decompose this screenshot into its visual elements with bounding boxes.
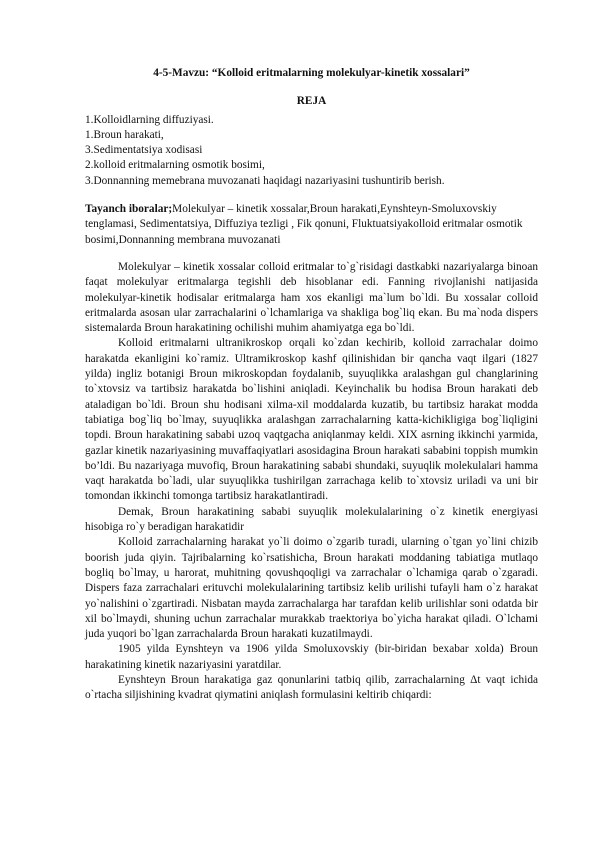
page-title: 4-5-Mavzu: “Kolloid eritmalarning molekulyar-kinetik xossalari”: [153, 67, 470, 79]
plan-list: [85, 113, 538, 189]
paragraph: Kolloid zarrachalarning harakat yo`li doimo o`zgarib turadi, ularning o`tgan yo`lini chizib boorish juda qiyin. Tajribalarning ko`rsatishicha, Broun harakati moddaning tabiatiga mutlaqo bogliq bo`lmay, u harorat, muhitning qovushqoqligi va zarrachalar o`lchamiga qarab o`zgaradi. Dispers faza zarrachalari erituvchi molekulalarining tartibsiz kelib urilishi tufayli ham o`z harakat yo`nalishini o`zgartiradi. Nisbatan mayda zarrachalarga har tarafdan kelib urilishlar soni odatda bir xil bo`lmaydi, shuning uchun zarrachalar murakkab traektoriya bo`yicha harakat qiladi. O`lchami juda yuqori bo`lgan zarrachalarda Broun harakati kuzatilmaydi.: [85, 536, 538, 641]
keywords-text: Molekulyar – kinetik xossalar,Broun harakati,Eynshteyn-Smoluxovskiy tenglamasi, Sedimentatsiya, Diffuziya tezligi , Fik qonuni, Fluktuatsiyakolloid eritmalar osmotik bosimi,Donnanning membrana muvozanati: [85, 203, 523, 246]
document-page: [85, 66, 538, 704]
paragraph: Kolloid eritmalarni ultranikroskop orqali ko`zdan kechirib, kolloid zarrachalar doimo harakatda ekanligini ko`ramiz. Ultramikroskop kashf qilinishidan bir qancha vaqt ilgari (1827 yilda) ingliz botanigi Broun mikroskopdan foydalanib, suyuqlikka aralashgan gul changlarining to`xtovsiz va tartibsiz harakatda bo`lishini aniqladi. Keyinchalik bu hodisa Broun harakati deb ataladigan bo`ldi. Broun shu hodisani xilma-xil moddalarda kuzatib, bu tartibsiz harakat modda tabiatiga bog`liq bo`lmay, suyuqlikka aralashgan zarrachalarning katta-kichikligiga bog`liqligini topdi. Broun harakatining sababi uzoq vaqtgacha aniqlanmay keldi. XIX asrning ikkinchi yarmida, gazlar kinetik nazariyasining muvaffaqiyatlari asosidagina Broun harakati sababini toppish mumkin bo’ldi. Bu nazariyaga muvofiq, Broun harakatining sababi shundaki, suyuqlik molekulalari hamma vaqt harakatda bo`ladi, ular suyuqlikka tushirilgan zarrachaga kelib to`xtovsiz uriladi va uni bir tomondan ikkinchi tomonga tartibsiz harakatlantiradi.: [85, 337, 538, 503]
plan-item: 3.Donnanning memebrana muvozanati haqidagi nazariyasini tushuntirib berish.: [85, 174, 445, 187]
plan-heading: REJA: [296, 95, 327, 108]
paragraph: Molekulyar – kinetik xossalar colloid eritmalar to`g`risidagi dastkabki nazariyalarga binoan faqat molekulyar eritmalarga tegishli deb hisoblanar edi. Fanning rivojlanishi natijasida molekulyar-kinetik hodisalar eritmalarga ham xos ekanligi ma`lum bo`ldi. Bu xossalar colloid eritmalarda asosan ular zarrachalarini o`lchamlariga va shakliga bog`liq ekan. Bu ma`noda dispers sistemalarda Broun harakatining ochilishi muhim ahamiyatga ega bo`ldi.: [85, 260, 538, 335]
paragraph: Eynshteyn Broun harakatiga gaz qonunlarini tatbiq qilib, zarrachalarning Δt vaqt ichida o`rtacha siljishining kvadrat qiymatini aniqlash formulasini keltirib chiqardi:: [85, 673, 538, 702]
paragraph: Demak, Broun harakatining sababi suyuqlik molekulalarining o`z kinetik energiyasi hisobiga ro`y beradigan harakatidir: [85, 505, 538, 534]
keywords-block: [85, 202, 538, 248]
paragraph: 1905 yilda Eynshteyn va 1906 yilda Smoluxovskiy (bir-biridan bexabar xolda) Broun harakatining kinetik nazariyasini yaratdilar.: [85, 643, 538, 671]
plan-item: 1.Broun harakati,: [85, 128, 164, 141]
plan-item: 1.Kolloidlarning diffuziyasi.: [85, 113, 214, 126]
keywords-label: Tayanch iboralar;: [85, 203, 173, 216]
plan-item: 2.kolloid eritmalarning osmotik bosimi,: [85, 159, 265, 172]
plan-item: 3.Sedimentatsiya xodisasi: [85, 144, 203, 157]
